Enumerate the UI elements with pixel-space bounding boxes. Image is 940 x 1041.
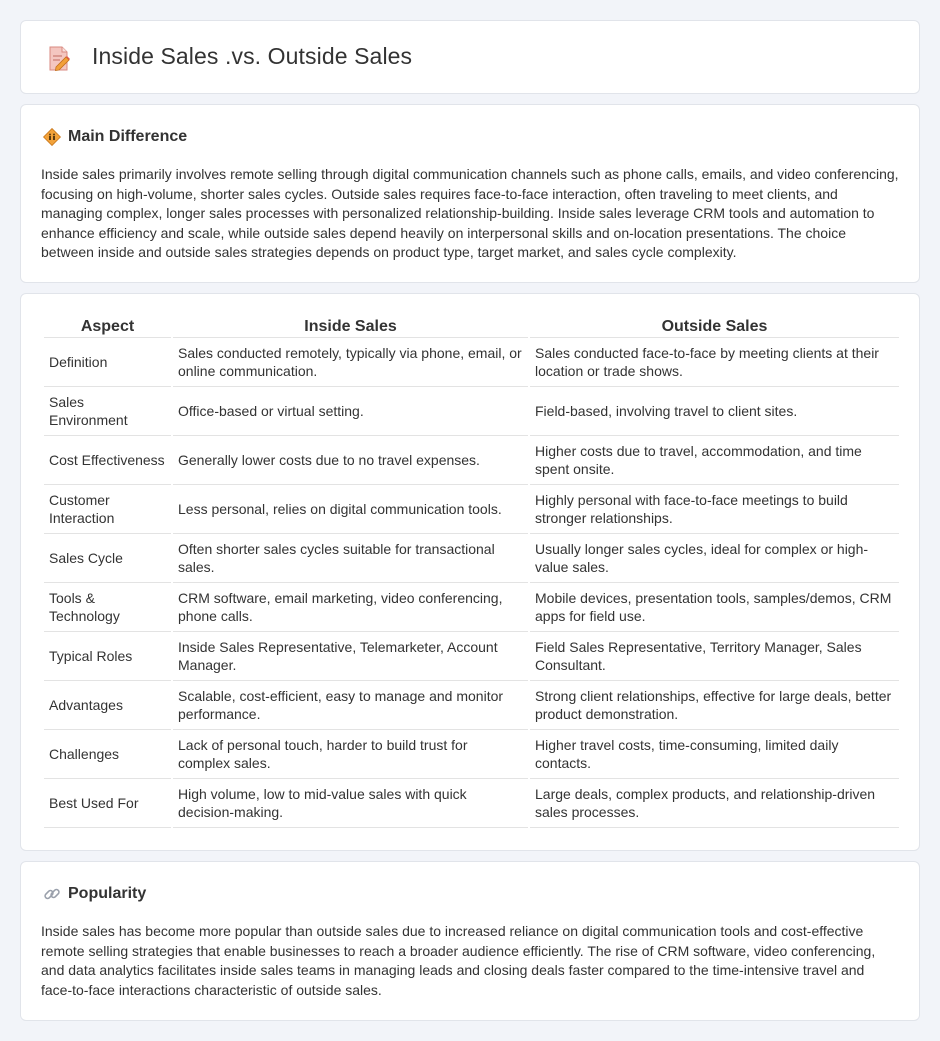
- aspect-cell: Advantages: [44, 681, 171, 730]
- table-row: [44, 387, 899, 436]
- outside-sales-cell: Large deals, complex products, and relationship-driven sales processes.: [530, 779, 899, 828]
- outside-sales-cell: Usually longer sales cycles, ideal for complex or high-value sales.: [530, 534, 899, 583]
- diamond-sign-icon: [43, 128, 61, 146]
- aspect-cell: Best Used For: [44, 779, 171, 828]
- inside-sales-cell: Inside Sales Representative, Telemarketer, Account Manager.: [173, 632, 528, 681]
- header-outside-sales: Outside Sales: [530, 316, 899, 338]
- outside-sales-cell: Field Sales Representative, Territory Manager, Sales Consultant.: [530, 632, 899, 681]
- aspect-cell: Tools & Technology: [44, 583, 171, 632]
- inside-sales-cell: Less personal, relies on digital communication tools.: [173, 485, 528, 534]
- comparison-section: [20, 293, 920, 851]
- page-title: Inside Sales .vs. Outside Sales: [92, 43, 413, 69]
- popularity-body: Inside sales has become more popular than outside sales due to increased reliance on digital communication tools and cost-effective remote selling strategies that enable businesses to reach a broader audience efficiently. The rise of CRM software, video conferencing, and data analytics facilitates inside sales teams in managing leads and closing deals faster compared to the time-intensive travel and face-to-face interactions characteristic of outside sales.: [41, 923, 876, 998]
- main-difference-body: Inside sales primarily involves remote selling through digital communication channels such as phone calls, emails, and video conferencing, focusing on high-volume, shorter sales cycles. Outside sales requires face-to-face interaction, often traveling to meet clients, and managing complex, longer sales processes with personalized relationship-building. Inside sales leverage CRM tools and automation to enhance efficiency and scale, while outside sales depend heavily on interpersonal skills and on-location presentations. The choice between inside and outside sales strategies depends on product type, target market, and sales cycle complexity.: [41, 166, 899, 260]
- aspect-cell: Sales Cycle: [44, 534, 171, 583]
- table-row: [44, 436, 899, 485]
- aspect-cell: Definition: [44, 338, 171, 387]
- popularity-title: Popularity: [68, 885, 147, 902]
- main-difference-title: Main Difference: [68, 128, 188, 145]
- table-row: [44, 632, 899, 681]
- table-row: [44, 534, 899, 583]
- outside-sales-cell: Strong client relationships, effective for large deals, better product demonstration.: [530, 681, 899, 730]
- main-difference-section: [20, 104, 920, 283]
- outside-sales-cell: Higher costs due to travel, accommodation, and time spent onsite.: [530, 436, 899, 485]
- inside-sales-cell: Lack of personal touch, harder to build trust for complex sales.: [173, 730, 528, 779]
- inside-sales-cell: High volume, low to mid-value sales with quick decision-making.: [173, 779, 528, 828]
- edit-page-icon: [47, 46, 71, 72]
- outside-sales-cell: Higher travel costs, time-consuming, limited daily contacts.: [530, 730, 899, 779]
- table-row: [44, 730, 899, 779]
- inside-sales-cell: Office-based or virtual setting.: [173, 387, 528, 436]
- inside-sales-cell: Often shorter sales cycles suitable for transactional sales.: [173, 534, 528, 583]
- link-icon: [43, 885, 61, 903]
- comparison-table: [42, 316, 901, 828]
- popularity-section: [20, 861, 920, 1021]
- table-row: [44, 681, 899, 730]
- table-row: [44, 485, 899, 534]
- outside-sales-cell: Field-based, involving travel to client sites.: [530, 387, 899, 436]
- header-inside-sales: Inside Sales: [173, 316, 528, 338]
- inside-sales-cell: CRM software, email marketing, video conferencing, phone calls.: [173, 583, 528, 632]
- table-header-row: [44, 316, 899, 338]
- inside-sales-cell: Scalable, cost-efficient, easy to manage and monitor performance.: [173, 681, 528, 730]
- aspect-cell: Challenges: [44, 730, 171, 779]
- inside-sales-cell: Generally lower costs due to no travel expenses.: [173, 436, 528, 485]
- inside-sales-cell: Sales conducted remotely, typically via phone, email, or online communication.: [173, 338, 528, 387]
- aspect-cell: Customer Interaction: [44, 485, 171, 534]
- table-row: [44, 779, 899, 828]
- table-row: [44, 583, 899, 632]
- outside-sales-cell: Highly personal with face-to-face meetings to build stronger relationships.: [530, 485, 899, 534]
- aspect-cell: Cost Effectiveness: [44, 436, 171, 485]
- outside-sales-cell: Sales conducted face-to-face by meeting clients at their location or trade shows.: [530, 338, 899, 387]
- table-row: [44, 338, 899, 387]
- aspect-cell: Sales Environment: [44, 387, 171, 436]
- header-aspect: Aspect: [44, 316, 171, 338]
- aspect-cell: Typical Roles: [44, 632, 171, 681]
- outside-sales-cell: Mobile devices, presentation tools, samples/demos, CRM apps for field use.: [530, 583, 899, 632]
- header-card: [20, 20, 920, 94]
